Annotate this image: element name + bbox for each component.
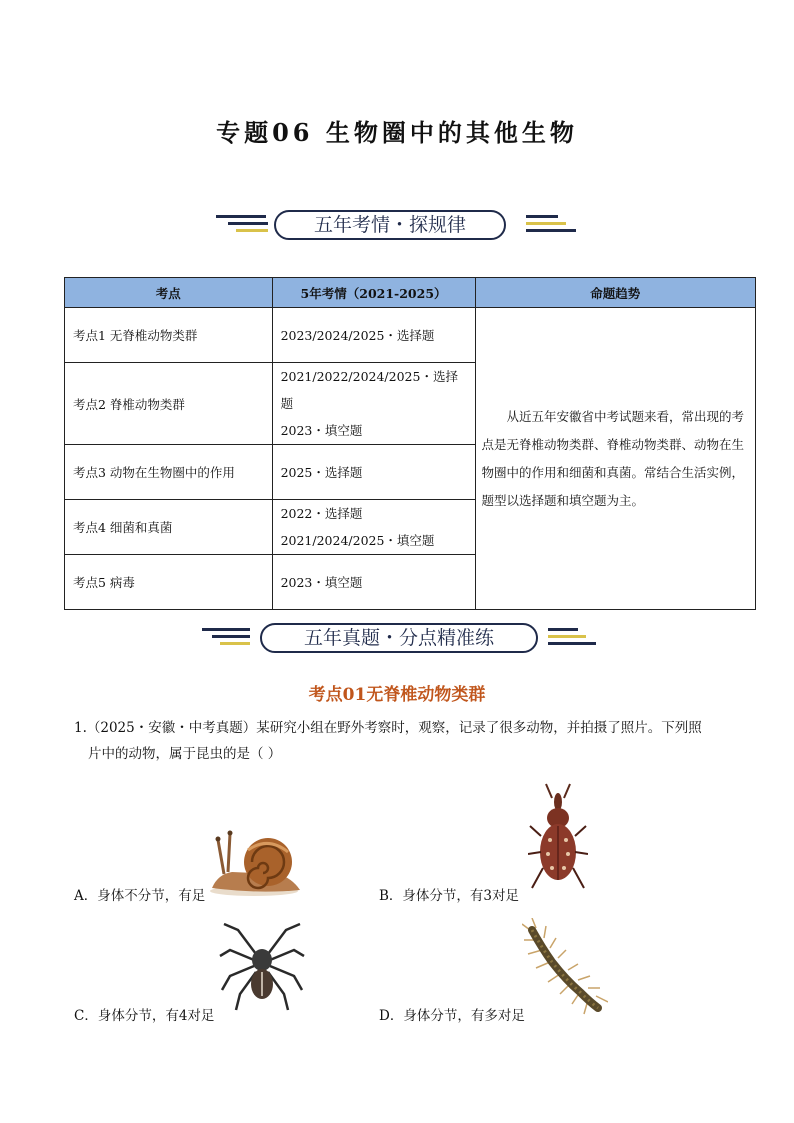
table-cell-years [272, 308, 475, 363]
banner-deco-line [236, 229, 268, 232]
table-cell-years [272, 555, 475, 610]
year-line: 2022・选择题 [280, 506, 363, 521]
table-cell-point: 考点1 无脊椎动物类群 [65, 308, 273, 363]
table-cell-point: 考点2 脊椎动物类群 [65, 363, 273, 445]
year-line: 2023・填空题 [280, 574, 363, 590]
table-cell-point: 考点5 病毒 [65, 555, 273, 610]
banner-deco-line [526, 222, 566, 225]
year-line: 2021/2024/2025・填空题 [280, 533, 435, 548]
table-cell-years [272, 445, 475, 500]
question-stem [74, 715, 734, 767]
exam-trend-table [64, 277, 756, 610]
question-line: 片中的动物，属于昆虫的是（ ） [88, 746, 282, 762]
banner-deco-line [202, 628, 250, 631]
option-b[interactable]: B．身体分节，有3对足 [379, 888, 520, 904]
question-line: 1.（2025・安徽・中考真题）某研究小组在野外考察时，观察，记录了很多动物，并拍摄了照片。下列照 [74, 720, 702, 736]
banner-deco-line [228, 222, 268, 225]
banner-label: 五年真题・分点精准练 [260, 623, 538, 653]
option-c[interactable]: C．身体分节，有4对足 [74, 1008, 215, 1024]
table-cell-years [272, 500, 475, 555]
weevil-image [528, 778, 588, 896]
section-title: 考点01无脊椎动物类群 [308, 685, 486, 705]
table-cell-years [272, 363, 475, 445]
option-d[interactable]: D．身体分节，有多对足 [379, 1008, 525, 1024]
header-point: 考点 [65, 278, 273, 308]
banner-deco-line [548, 642, 596, 645]
banner-deco-line [548, 628, 578, 631]
banner-deco-line [526, 229, 576, 232]
section-banner-exam-trend [0, 210, 794, 240]
table-cell-trend: 从近五年安徽省中考试题来看，常出现的考点是无脊椎动物类群、脊椎动物类群、动物在生物圈中的作用和细菌和真菌。常结合生活实例，题型以选择题和填空题为主。 [475, 308, 756, 610]
header-years: 5年考情（2021-2025） [272, 278, 475, 308]
table-row [65, 308, 756, 363]
year-line: 2023・填空题 [280, 423, 363, 438]
banner-deco-line [212, 635, 250, 638]
banner-deco-line [548, 635, 586, 638]
year-line: 2023/2024/2025・选择题 [280, 327, 435, 343]
snail-image [208, 828, 304, 898]
banner-deco-line [216, 215, 266, 218]
table-cell-point: 考点4 细菌和真菌 [65, 500, 273, 555]
option-a[interactable]: A．身体不分节，有足 [74, 888, 206, 904]
header-trend: 命题趋势 [475, 278, 756, 308]
page-title: 专题06 生物圈中的其他生物 [216, 118, 578, 147]
year-line: 2025・选择题 [280, 464, 363, 480]
spider-image [218, 920, 306, 1012]
banner-label: 五年考情・探规律 [274, 210, 506, 240]
section-banner-practice [0, 623, 794, 653]
banner-deco-line [526, 215, 558, 218]
table-cell-point: 考点3 动物在生物圈中的作用 [65, 445, 273, 500]
year-line: 2021/2022/2024/2025・选择题 [280, 369, 458, 411]
table-header-row [65, 278, 756, 308]
banner-deco-line [220, 642, 250, 645]
centipede-image [522, 918, 608, 1018]
